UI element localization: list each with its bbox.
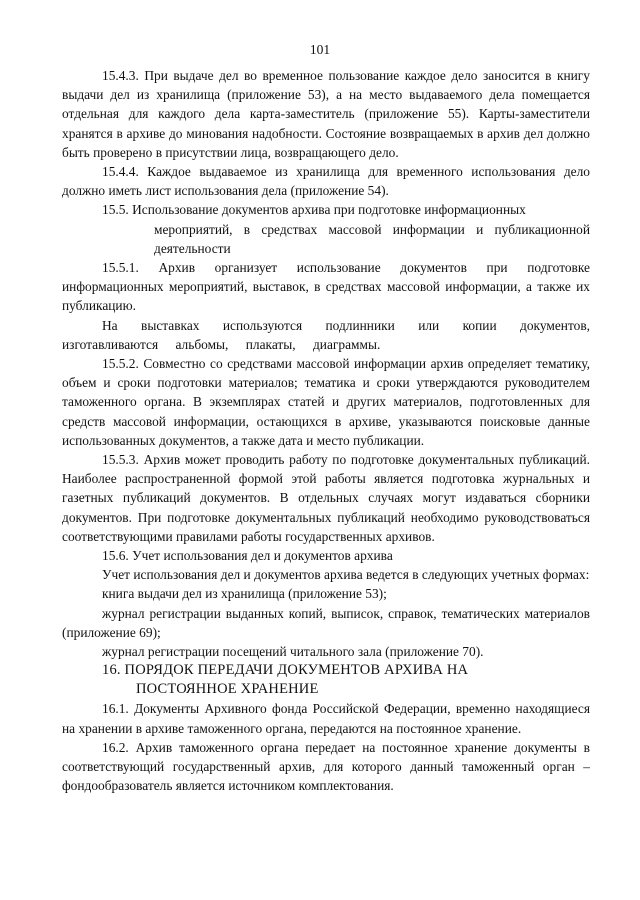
paragraph-15-4-3: 15.4.3. При выдаче дел во временное пользование каждое дело заносится в книгу выдачи дел из хранилища (приложение 53), а на место выдаваемого дела помещается отдельная для каждого дела карта-заместитель (приложение 55). Карты-заместители хранятся в архиве до минования надобности. Состояние возвращаемых в архив дел должно быть проверено в присутствии лица, возвращающего дело. [62,68,590,160]
paragraph-16-2: 16.2. Архив таможенного органа передает на постоянное хранение документы в соответствующий государственный архив, для которого данный таможенный орган – фондообразователь является источником комплектования. [62,739,590,794]
list-item-copies-journal: журнал регистрации выданных копий, выписок, справок, тематических материалов (приложение 69); [62,605,590,640]
paragraph-15-5-1: 15.5.1. Архив организует использование документов при подготовке информационных мероприятий, выставок, в средствах массовой информации, а также их публикацию. [62,260,590,314]
list-item-reading-room-journal: журнал регистрации посещений читального зала (приложение 70). [102,644,484,660]
section-heading-16 [62,661,590,699]
paragraph-15-5-2: 15.5.2. Совместно со средствами массовой информации архив определяет тематику, объем и сроки подготовки материалов; тематика и сроки утверждаются руководителем таможенного органа. В экземплярах статей и других материалов, подготовленных для средств массовой информации, остающихся в архиве, указываются поисковые данные использованных документов, а также дата и место публикации. [62,356,590,448]
paragraph-16-1: 16.1. Документы Архивного фонда Российской Федерации, временно находящиеся на хранении в архиве таможенного органа, передаются на постоянное хранение. [62,701,590,736]
paragraph-accounting-forms: Учет использования дел и документов архива ведется в следующих учетных формах: [102,567,590,583]
section-heading-16-line2: ПОСТОЯННОЕ ХРАНЕНИЕ [136,681,319,698]
section-heading-16-line1: 16. ПОРЯДОК ПЕРЕДАЧИ ДОКУМЕНТОВ АРХИВА НА [102,662,469,679]
paragraph-15-5-3: 15.5.3. Архив может проводить работу по подготовке документальных публикаций. Наиболее распространенной формой этой работы является подготовка журнальных и газетных публикаций документов. В отдельных случаях могут издаваться сборники документов. При подготовке документальных публикаций необходимо руководствоваться соответствующими правилами работы государственных архивов. [62,452,590,544]
document-body [62,66,590,795]
list-item-issue-book: книга выдачи дел из хранилища (приложение 53); [102,586,387,602]
page-number: 101 [309,42,331,57]
section-heading-15-5-line1: 15.5. Использование документов архива при подготовке информационных [102,202,526,218]
section-heading-15-6: 15.6. Учет использования дел и документов архива [102,548,393,564]
section-heading-15-5-line2: мероприятий, в средствах массовой информации и публикационной деятельности [154,221,590,256]
section-heading-15-5 [62,200,590,258]
paragraph-exhibitions: На выставках используются подлинники или копии документов, изготавливаются альбомы, плакаты, диаграммы. [62,317,590,352]
paragraph-15-4-4: 15.4.4. Каждое выдаваемое из хранилища для временного использования дело должно иметь лист использования дела (приложение 54). [62,164,590,199]
